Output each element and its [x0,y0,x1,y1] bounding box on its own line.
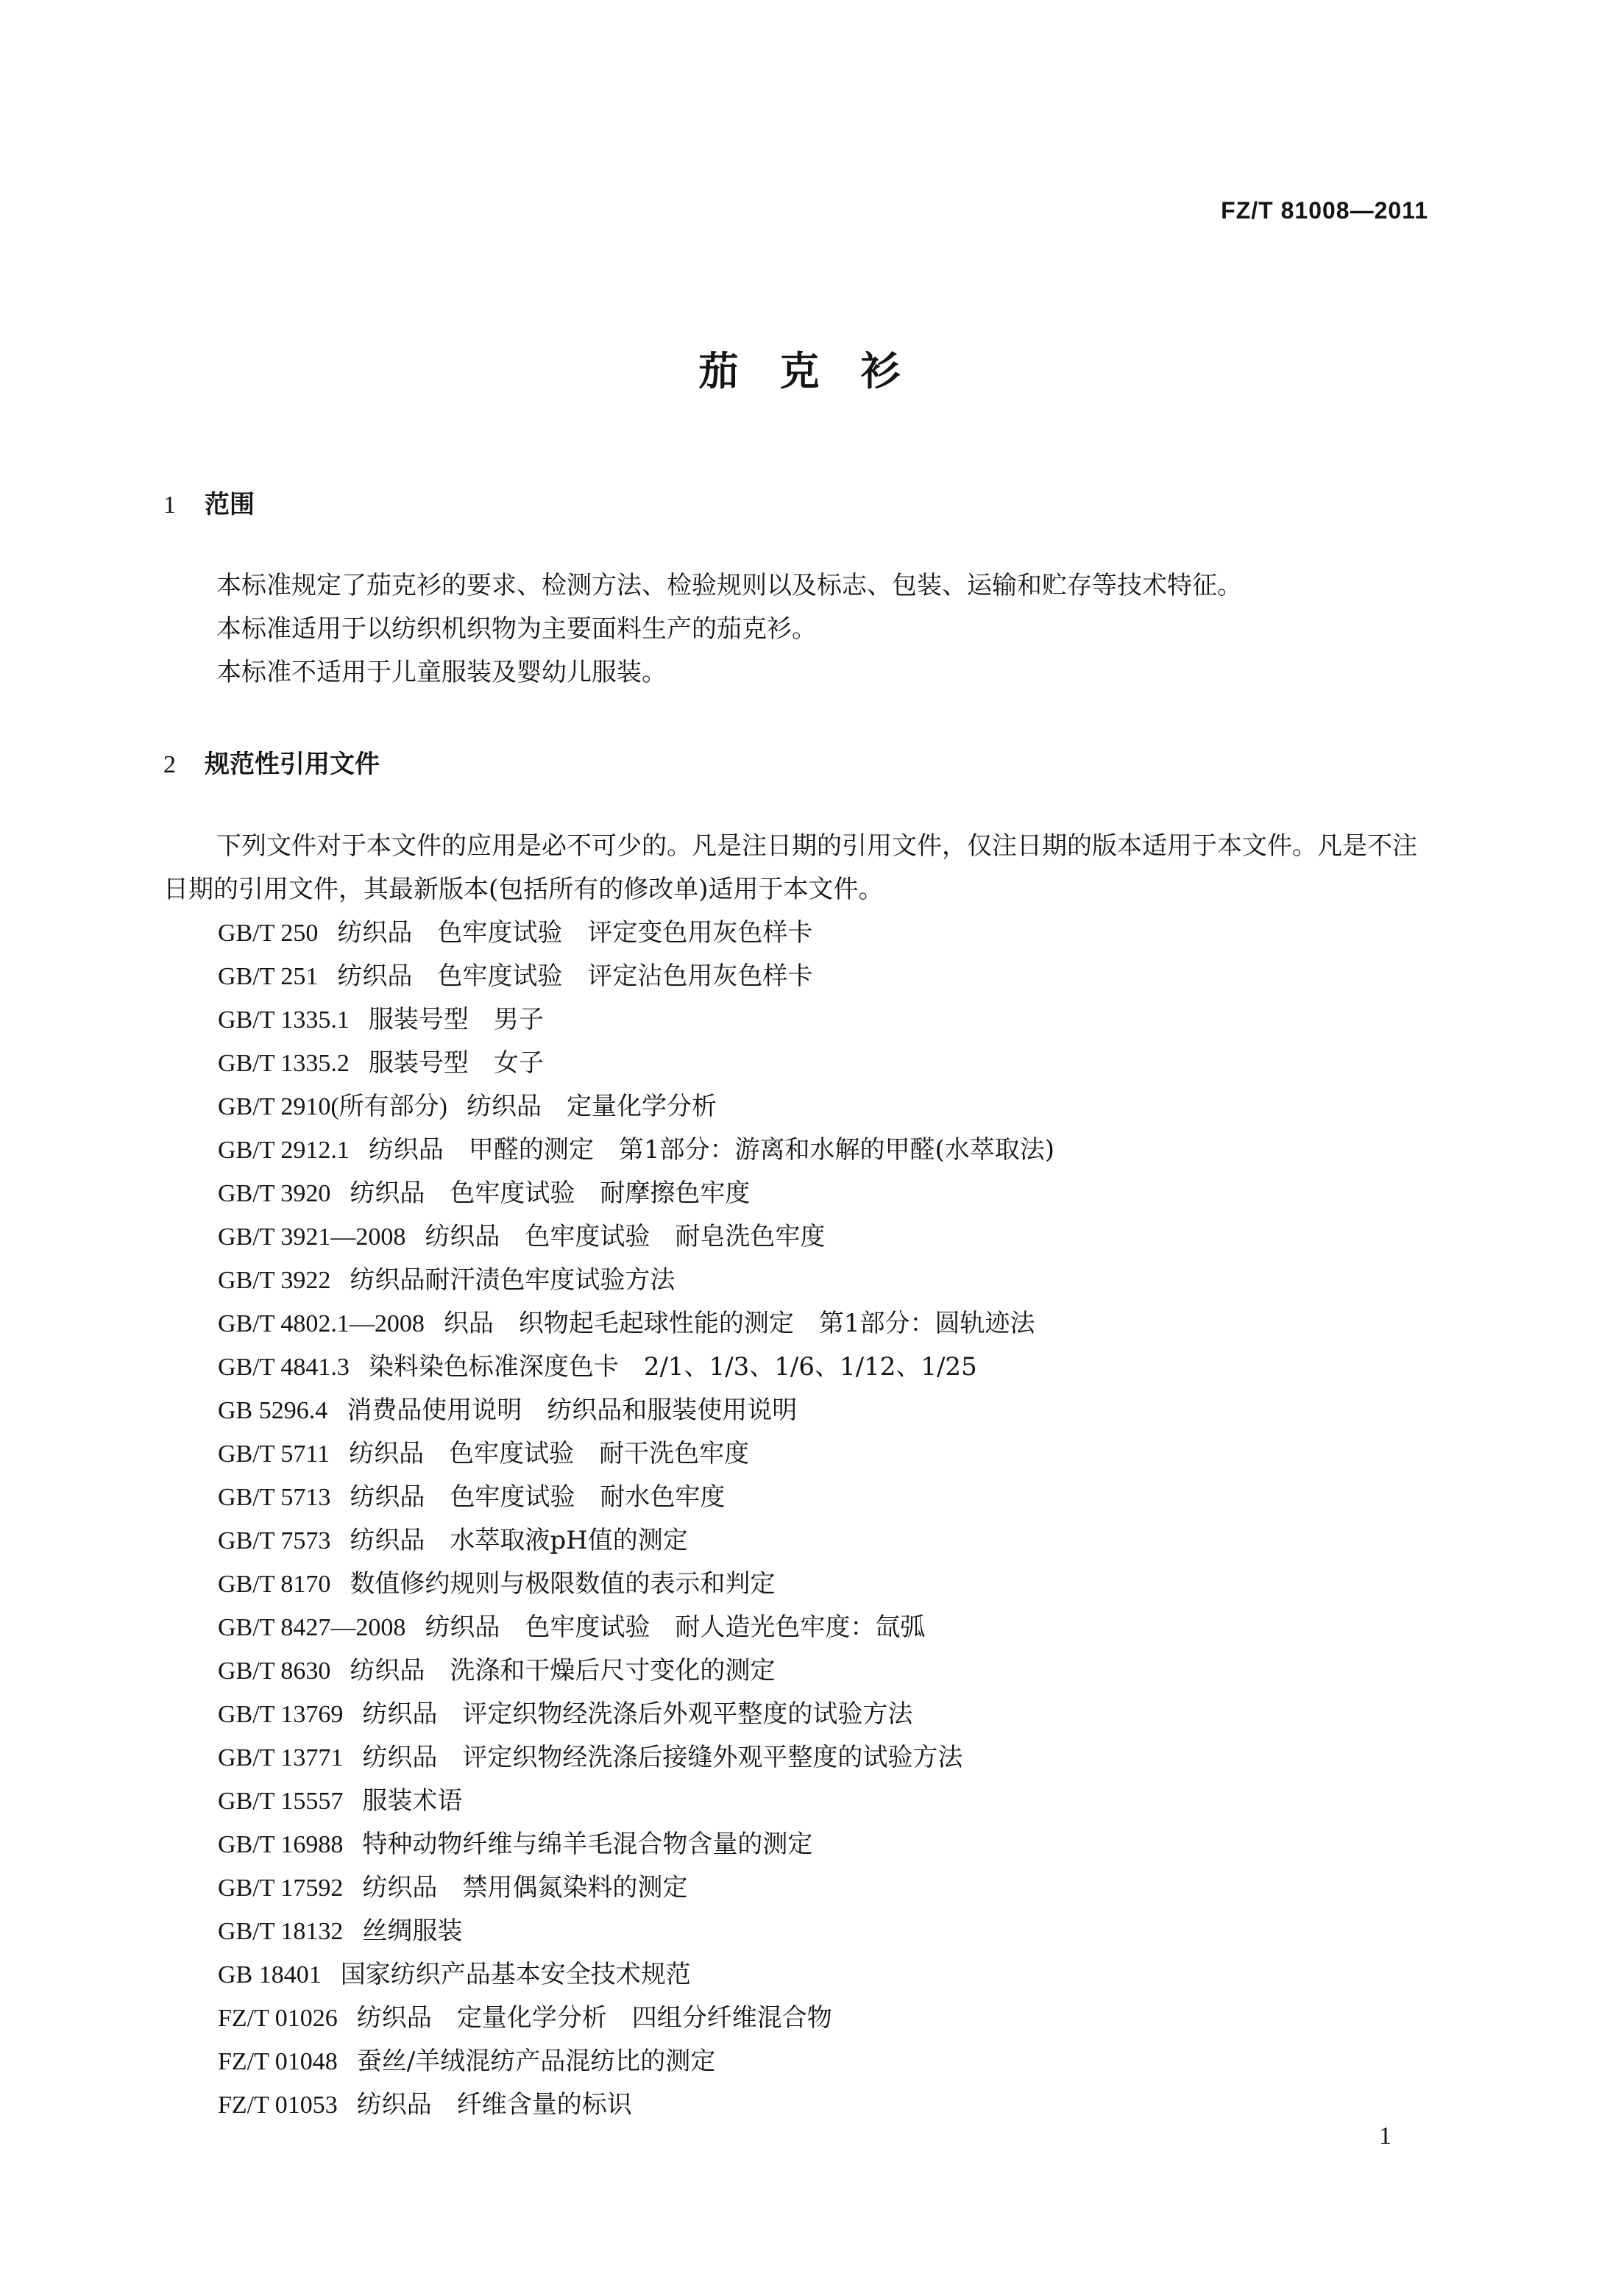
reference-item [218,1736,1054,1780]
reference-code: GB/T 1335.2 [218,1050,350,1077]
reference-item [218,1910,1054,1953]
reference-list [218,911,1054,2127]
reference-item [218,998,1054,1042]
reference-item [218,1866,1054,1910]
reference-code: GB/T 18132 [218,1918,344,1945]
section-2-intro [163,825,1435,911]
reference-code: GB/T 5711 [218,1440,330,1468]
reference-item [218,955,1054,998]
reference-item [218,1302,1054,1346]
reference-item [218,1693,1054,1736]
reference-code: GB/T 2910(所有部分) [218,1093,447,1120]
reference-code: GB/T 3920 [218,1180,331,1207]
reference-title: 纺织品 色牢度试验 评定沾色用灰色样卡 [337,962,813,991]
reference-code: GB/T 250 [218,920,319,947]
reference-title: 纺织品 色牢度试验 耐干洗色牢度 [349,1439,750,1468]
reference-item [218,1606,1054,1649]
document-title: 茄克衫 [698,348,942,394]
reference-item [218,1215,1054,1259]
paragraph: 本标准不适用于儿童服装及婴幼儿服装。 [216,658,667,687]
reference-item [218,1649,1054,1693]
standard-code: FZ/T 81008—2011 [1221,197,1428,224]
section-1-heading [163,484,255,520]
reference-code: GB/T 13769 [218,1701,344,1728]
page-number: 1 [1379,2122,1391,2150]
reference-title: 纺织品 色牢度试验 耐摩擦色牢度 [350,1179,751,1208]
reference-title: 纺织品 洗涤和干燥后尺寸变化的测定 [350,1656,776,1685]
reference-item [218,1389,1054,1432]
reference-code: GB/T 1335.1 [218,1006,350,1034]
reference-title: 纺织品 色牢度试验 评定变色用灰色样卡 [337,918,813,948]
reference-item [218,1085,1054,1129]
reference-code: GB 18401 [218,1961,322,1988]
reference-title: 服装号型 男子 [368,1005,544,1034]
reference-code: GB/T 17592 [218,1874,344,1902]
reference-code: GB/T 5713 [218,1484,331,1511]
reference-code: GB/T 3921—2008 [218,1223,406,1251]
reference-item [218,1953,1054,1997]
reference-item [218,1172,1054,1215]
reference-item [218,1823,1054,1866]
reference-title: 服装术语 [362,1786,463,1816]
reference-code: FZ/T 01026 [218,2005,338,2032]
reference-title: 服装号型 女子 [368,1048,544,1078]
reference-code: GB/T 7573 [218,1527,331,1554]
reference-code: GB/T 4802.1—2008 [218,1310,425,1337]
reference-item [218,911,1054,955]
reference-code: GB/T 3922 [218,1267,331,1294]
reference-item [218,2040,1054,2083]
reference-title: 国家纺织产品基本安全技术规范 [340,1960,691,1989]
reference-title: 丝绸服装 [362,1916,463,1946]
reference-code: GB/T 8170 [218,1571,331,1598]
reference-title: 纺织品 定量化学分析 四组分纤维混合物 [356,2003,832,2033]
reference-title: 特种动物纤维与绵羊毛混合物含量的测定 [362,1830,813,1859]
reference-item [218,1129,1054,1172]
reference-title: 纺织品 水萃取液pH值的测定 [350,1526,688,1555]
reference-title: 纺织品 纤维含量的标识 [356,2090,632,2119]
section-1-body [163,564,1435,694]
reference-item [218,1346,1054,1389]
reference-title: 纺织品 评定织物经洗涤后接缝外观平整度的试验方法 [362,1743,963,1772]
reference-code: FZ/T 01053 [218,2091,338,2119]
reference-title: 纺织品耐汗渍色牢度试验方法 [350,1265,676,1295]
reference-item [218,1432,1054,1476]
section-2-heading [163,744,380,780]
reference-item [218,1519,1054,1563]
reference-code: GB/T 13771 [218,1744,344,1771]
reference-code: GB/T 251 [218,963,319,990]
reference-item [218,1780,1054,1823]
reference-code: GB/T 16988 [218,1831,344,1858]
paragraph: 下列文件对于本文件的应用是必不可少的。凡是注日期的引用文件，仅注日期的版本适用于本文件。凡是不注日期的引用文件，其最新版本(包括所有的修改单)适用于本文件。 [163,831,1417,904]
paragraph: 本标准适用于以纺织机织物为主要面料生产的茄克衫。 [216,614,817,644]
reference-code: GB/T 2912.1 [218,1137,350,1164]
reference-title: 纺织品 评定织物经洗涤后外观平整度的试验方法 [362,1699,913,1729]
reference-item [218,1997,1054,2040]
reference-title: 纺织品 定量化学分析 [466,1092,717,1121]
reference-item [218,2083,1054,2127]
section-title: 范围 [205,490,255,519]
reference-code: GB 5296.4 [218,1397,328,1424]
reference-title: 织品 织物起毛起球性能的测定 第1部分：圆轨迹法 [443,1309,1035,1338]
reference-item [218,1563,1054,1606]
reference-title: 纺织品 甲醛的测定 第1部分：游离和水解的甲醛(水萃取法) [368,1135,1055,1165]
reference-code: GB/T 8630 [218,1657,331,1685]
reference-title: 染料染色标准深度色卡 2/1、1/3、1/6、1/12、1/25 [368,1352,977,1382]
reference-item [218,1042,1054,1085]
reference-title: 纺织品 禁用偶氮染料的测定 [362,1873,688,1902]
section-title: 规范性引用文件 [205,750,380,779]
reference-title: 纺织品 色牢度试验 耐皂洗色牢度 [425,1222,826,1251]
reference-title: 蚕丝/羊绒混纺产品混纺比的测定 [356,2047,716,2076]
reference-title: 消费品使用说明 纺织品和服装使用说明 [347,1396,798,1425]
reference-code: GB/T 15557 [218,1788,344,1815]
reference-title: 数值修约规则与极限数值的表示和判定 [350,1569,776,1599]
reference-title: 纺织品 色牢度试验 耐水色牢度 [350,1482,726,1512]
section-number: 1 [163,491,176,519]
paragraph: 本标准规定了茄克衫的要求、检测方法、检验规则以及标志、包装、运输和贮存等技术特征。 [216,571,1242,600]
reference-title: 纺织品 色牢度试验 耐人造光色牢度：氙弧 [425,1613,926,1642]
reference-item [218,1259,1054,1302]
section-number: 2 [163,751,176,778]
reference-code: GB/T 4841.3 [218,1354,350,1381]
reference-item [218,1476,1054,1519]
reference-code: FZ/T 01048 [218,2048,338,2075]
reference-code: GB/T 8427—2008 [218,1614,406,1641]
